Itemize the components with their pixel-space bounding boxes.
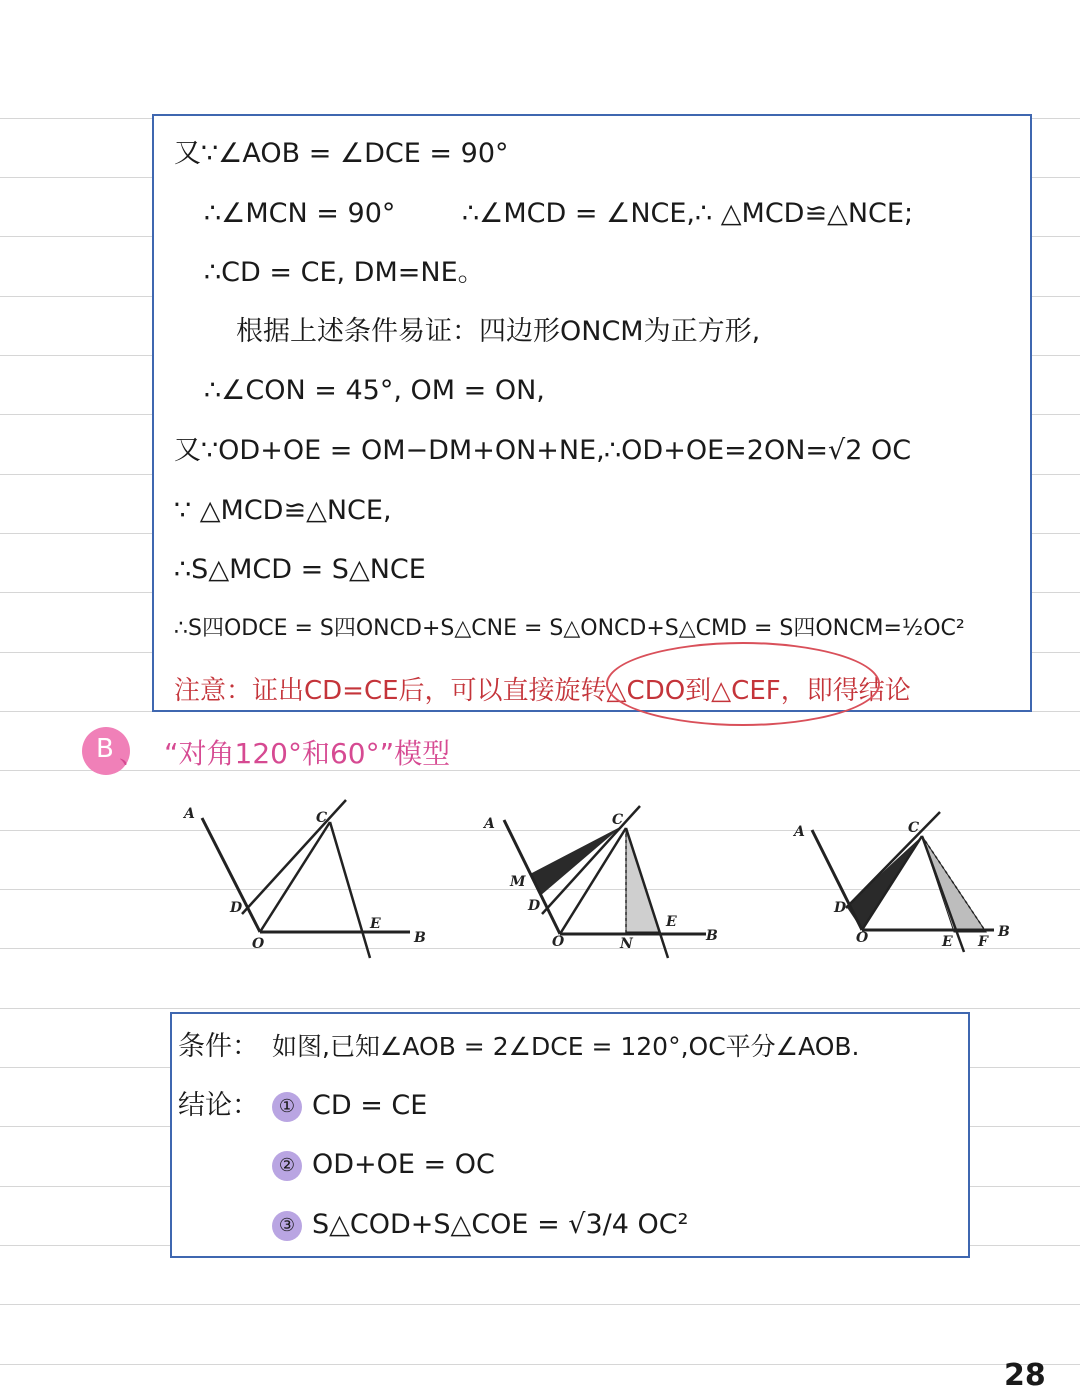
proof-line-8: ∴S△MCD = S△NCE — [174, 554, 426, 585]
conclusion-item-3 — [272, 1208, 688, 1242]
notebook-rule — [0, 1304, 1080, 1305]
fig2-label-d: D — [528, 898, 541, 914]
note-line: 注意：证出CD=CE后，可以直接旋转△CDO到△CEF，即得结论 — [174, 676, 911, 706]
figure-2 — [480, 790, 730, 970]
section-bullet-letter: B — [96, 734, 114, 764]
highlight-circle — [606, 642, 880, 726]
conclusion-item-3-text: S△COD+S△COE = √3/4 OC² — [312, 1209, 689, 1240]
proof-line-7: ∵ △MCD≌△NCE, — [174, 495, 392, 526]
page-number: 28 — [1004, 1358, 1046, 1393]
conclusion-item-1 — [272, 1089, 427, 1123]
num-badge-1: ① — [272, 1092, 302, 1122]
proof-line-3: ∴CD = CE, DM=NE。 — [204, 257, 485, 288]
proof-line-5: ∴∠CON = 45°, OM = ON, — [204, 375, 545, 406]
fig1-label-o: O — [252, 936, 265, 952]
fig2-label-b: B — [706, 928, 718, 944]
conclusion-item-2-text: OD+OE = OC — [312, 1149, 495, 1180]
condition-label: 条件： — [178, 1031, 259, 1062]
section-bullet-separator: 、 — [119, 740, 146, 770]
proof-line-6b: ∴OD+OE=2ON=√2 OC — [604, 435, 912, 466]
fig1-label-d: D — [230, 900, 243, 916]
fig2-label-m: M — [510, 874, 526, 890]
conclusion-item-2 — [272, 1148, 495, 1182]
conclusion-item-1-text: CD = CE — [312, 1090, 428, 1121]
fig1-label-c: C — [316, 810, 328, 826]
fig2-label-e: E — [666, 914, 677, 930]
figure-1 — [170, 790, 440, 970]
fig3-label-e: E — [942, 934, 953, 950]
proof-line-2b: ∴∠MCD = ∠NCE,∴ △MCD≌△NCE; — [462, 198, 914, 229]
fig2-label-o: O — [552, 934, 565, 950]
proof-line-2a: ∴∠MCN = 90° — [204, 198, 396, 229]
num-badge-2: ② — [272, 1151, 302, 1181]
fig3-label-f: F — [978, 934, 988, 950]
fig1-label-e: E — [370, 916, 381, 932]
fig3-label-a: A — [794, 824, 805, 840]
fig3-label-d: D — [834, 900, 847, 916]
section-title: “对角120°和60°”模型 — [164, 737, 451, 770]
proof-line-4: 根据上述条件易证：四边形ONCM为正方形, — [236, 316, 761, 347]
fig3-label-o: O — [856, 930, 869, 946]
fig3-label-c: C — [908, 820, 920, 836]
proof-line-6a: 又∵OD+OE = OM−DM+ON+NE, — [174, 435, 605, 466]
fig2-label-c: C — [612, 812, 624, 828]
fig3-label-b: B — [998, 924, 1010, 940]
fig2-label-a: A — [484, 816, 495, 832]
figure-3 — [780, 790, 1030, 970]
notebook-rule — [0, 1364, 1080, 1365]
notebook-rule — [0, 1008, 1080, 1009]
proof-line-1: 又∵∠AOB = ∠DCE = 90° — [174, 138, 509, 169]
fig1-label-b: B — [414, 930, 426, 946]
conclusion-label: 结论： — [178, 1090, 259, 1121]
notebook-rule — [0, 770, 1080, 771]
condition-text: 如图,已知∠AOB = 2∠DCE = 120°,OC平分∠AOB. — [272, 1032, 860, 1061]
fig2-label-n: N — [620, 936, 633, 952]
fig1-label-a: A — [184, 806, 195, 822]
num-badge-3: ③ — [272, 1211, 302, 1241]
proof-line-9: ∴S四ODCE = S四ONCD+S△CNE = S△ONCD+S△CMD = S四ONCM=½OC² — [174, 616, 965, 641]
